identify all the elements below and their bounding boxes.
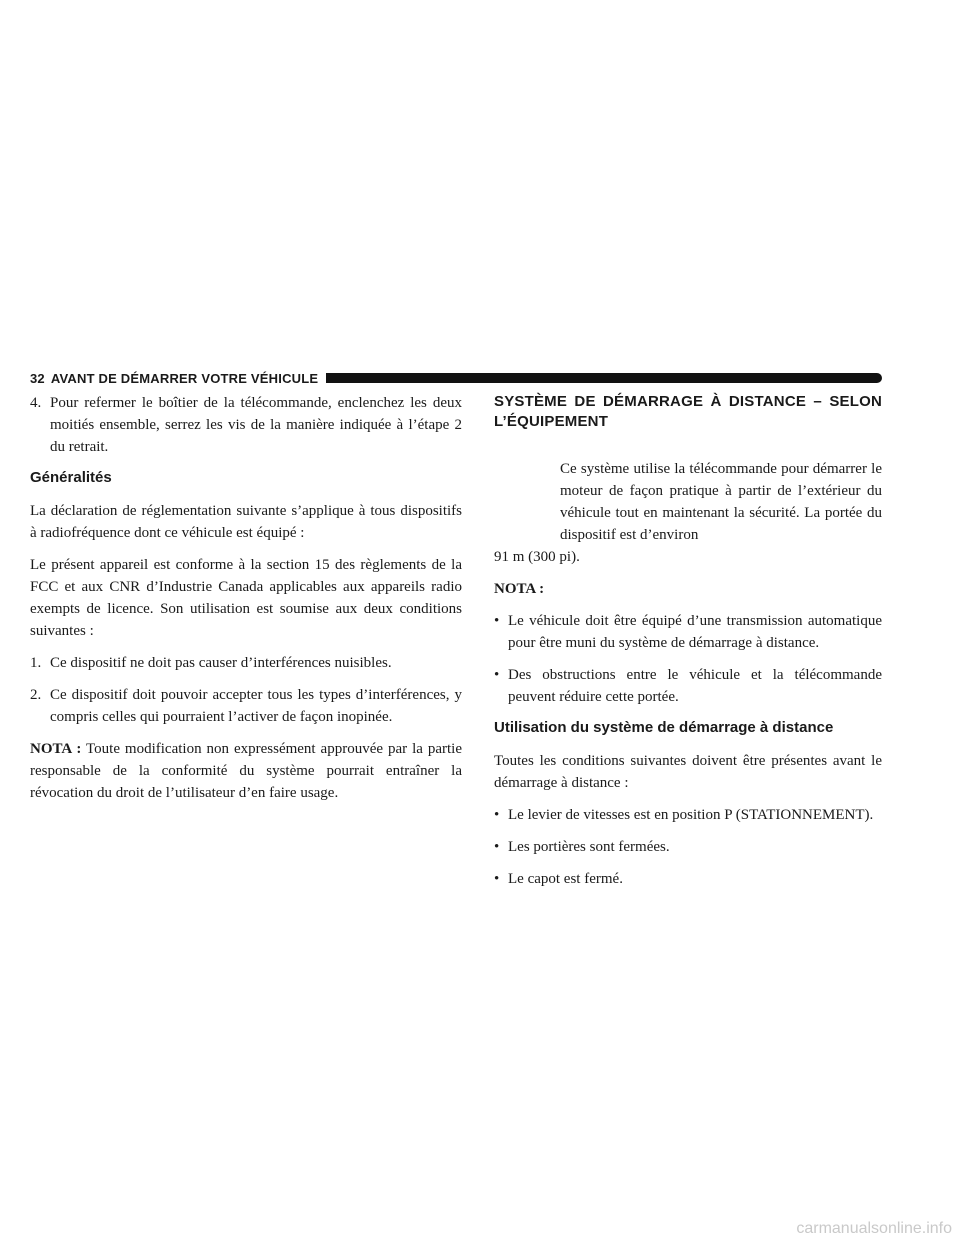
step-4: [30, 392, 462, 458]
condition-text: Le levier de vitesses est en position P (STATIONNEMENT).: [508, 807, 874, 823]
note-bullet-text: Des obstructions entre le véhicule et la télécommande peuvent réduire cette portée.: [508, 667, 882, 705]
condition-bullet: [494, 836, 882, 858]
condition-1-number: 1.: [30, 655, 42, 671]
condition-1-text: Ce dispositif ne doit pas causer d’interférences nuisibles.: [50, 655, 392, 671]
note-bullet-text: Le véhicule doit être équipé d’une transmission automatique pour être muni du système de démarrage à distance.: [508, 613, 882, 651]
remote-start-intro: Ce système utilise la télécommande pour démarrer le moteur de façon pratique à partir de l’extérieur du véhicule tout en maintenant la sécurité. La portée du dispositif est d’environ: [560, 461, 882, 543]
bullet-glyph: •: [494, 613, 500, 629]
regulation-paragraph: La déclaration de réglementation suivante s’applique à tous dispositifs à radiofréquence dont ce véhicule est équipé :: [30, 503, 462, 541]
page-header: [30, 368, 882, 388]
condition-2: [30, 684, 462, 728]
condition-text: Les portières sont fermées.: [508, 839, 670, 855]
fcc-paragraph: Le présent appareil est conforme à la section 15 des règlements de la FCC et aux CNR d’Industrie Canada applicables aux appareils radio exempts de licence. Son utilisation est soumise aux deux conditions suivantes :: [30, 557, 462, 639]
condition-text: Le capot est fermé.: [508, 871, 623, 887]
step-4-text: Pour refermer le boîtier de la télécommande, enclenchez les deux moitiés ensemble, serrez les vis de la manière indiquée à l’étape 2 du retrait.: [50, 395, 462, 455]
usage-heading: Utilisation du système de démarrage à distance: [494, 719, 834, 736]
header-rule: [326, 373, 882, 383]
bullet-glyph: •: [494, 871, 500, 887]
conditions-intro: Toutes les conditions suivantes doivent être présentes avant le démarrage à distance :: [494, 753, 882, 791]
section-title: AVANT DE DÉMARRER VOTRE VÉHICULE: [50, 370, 319, 386]
watermark: carmanualsonline.info: [796, 1220, 952, 1237]
generalites-heading: Généralités: [30, 469, 112, 486]
note-bullet: [494, 664, 882, 708]
remote-start-heading: SYSTÈME DE DÉMARRAGE À DISTANCE – SELON L’ÉQUIPEMENT: [494, 393, 882, 430]
note-bullet: [494, 610, 882, 654]
condition-2-number: 2.: [30, 687, 42, 703]
note-label: NOTA :: [30, 741, 82, 757]
left-column: [30, 392, 462, 814]
remote-start-intro-continued: 91 m (300 pi).: [494, 549, 580, 565]
condition-bullet: [494, 868, 882, 890]
bullet-glyph: •: [494, 839, 500, 855]
note-label: NOTA :: [494, 581, 545, 597]
page-number: 32: [30, 370, 45, 386]
condition-2-text: Ce dispositif doit pouvoir accepter tous les types d’interférences, y compris celles qui pourraient l’activer de façon inopinée.: [50, 687, 462, 725]
bullet-glyph: •: [494, 807, 500, 823]
modification-note: [30, 738, 462, 804]
right-note-label: [494, 578, 882, 600]
condition-bullet: [494, 804, 882, 826]
bullet-glyph: •: [494, 667, 500, 683]
step-4-number: 4.: [30, 395, 42, 411]
condition-1: [30, 652, 462, 674]
right-column: [494, 392, 882, 900]
note-text: Toute modification non expressément approuvée par la partie responsable de la conformité du système pourrait entraîner la révocation du droit de l’utilisateur d’en faire usage.: [30, 741, 462, 801]
